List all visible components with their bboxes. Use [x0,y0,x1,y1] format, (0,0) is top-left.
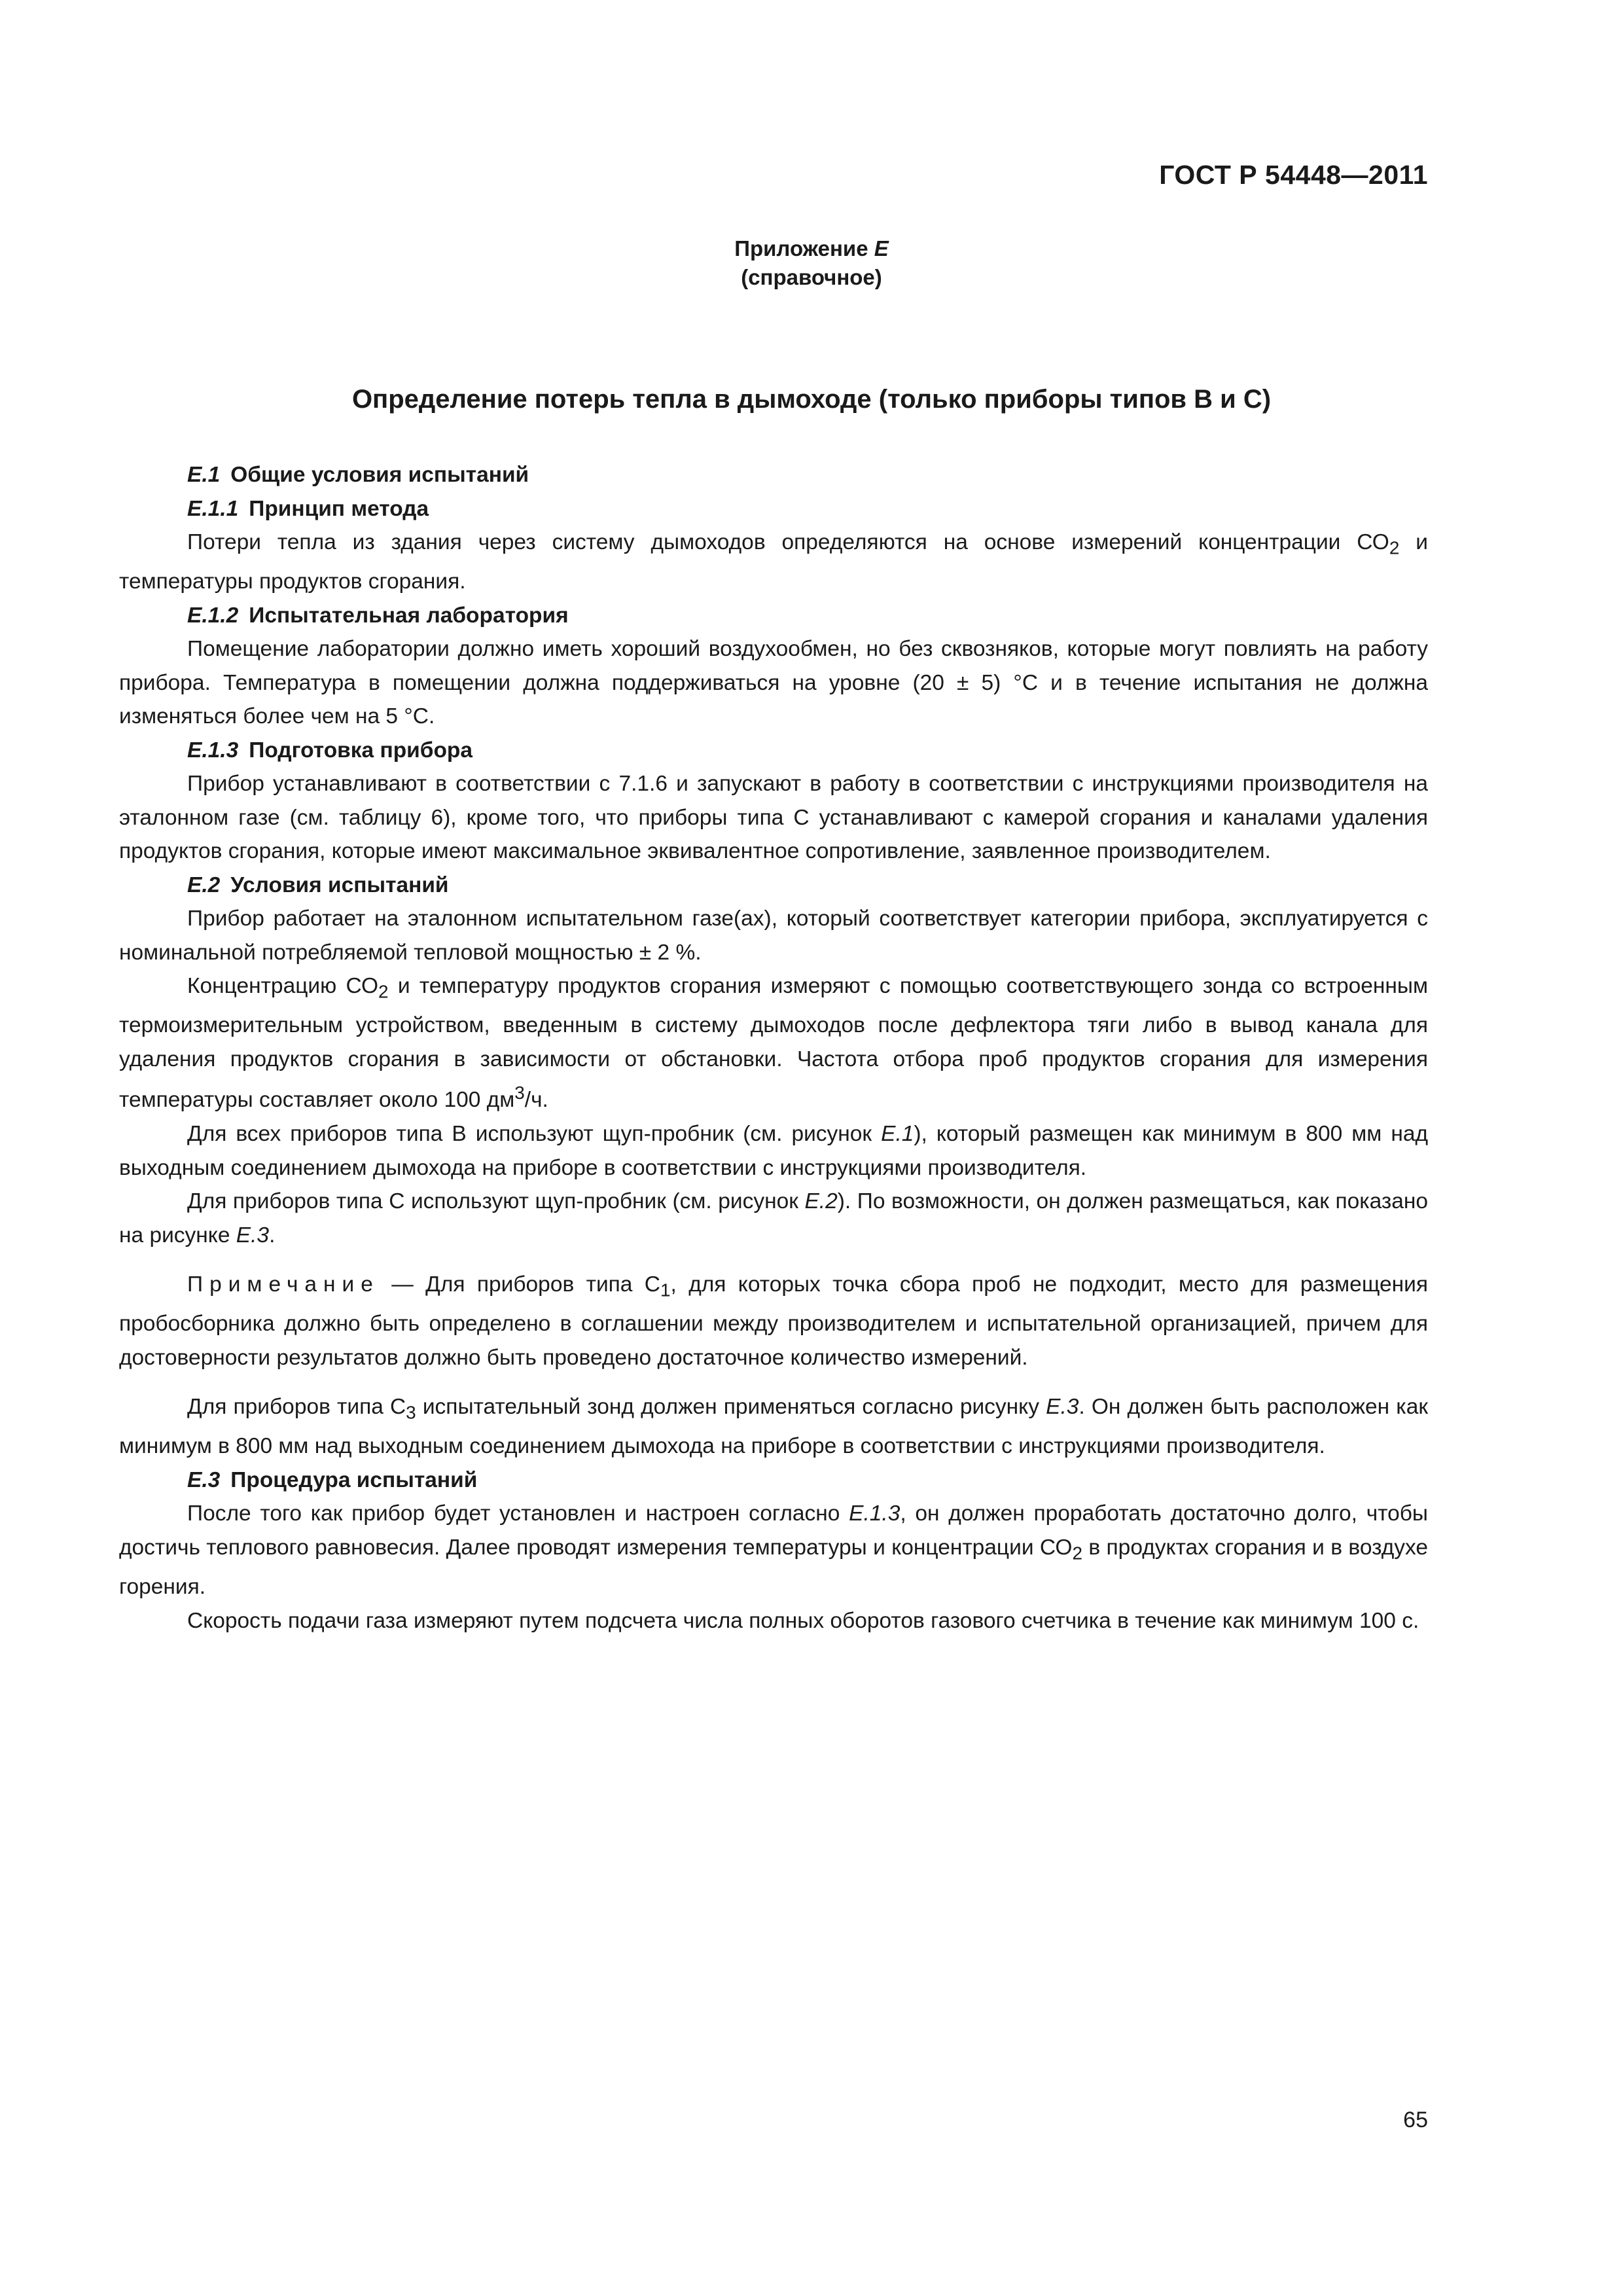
paragraph-type-c-probe: Для приборов типа С используют щуп-пробник (см. рисунок Е.2). По возможности, он должен размещаться, как показано на рисунке Е.3. [119,1189,1428,1247]
section-heading-e12 [187,599,1428,633]
appendix-letter: Е [874,236,889,260]
section-title: Процедура испытаний [230,1467,478,1492]
section-title: Принцип метода [249,496,429,521]
section-heading-e3 [187,1463,1428,1498]
paragraph-gas-rate: Скорость подачи газа измеряют путем подсчета числа полных оборотов газового счетчика в течение как минимум 100 с. [187,1608,1419,1633]
note-label: Примечание [187,1272,380,1297]
appendix-prefix: Приложение [734,236,874,260]
section-title: Общие условия испытаний [230,463,529,487]
page-number: 65 [1403,2108,1428,2132]
paragraph-co2-measurement: Концентрацию $СО_2$ и температуру продуктов сгорания измеряют с помощью соответствующего зонда со встроенным термоизмерительным устройством, введенным в систему дымоходов после дефлектора тяги либо в вывод канала для удаления продуктов сгорания в зависимости от обстановки. Частота отбора проб продуктов сгорания для измерения температуры составляет около 100 $дм^3/ч$. [119,974,1428,1113]
appendix-title: Определение потерь тепла в дымоходе (только приборы типов В и С) [351,385,1272,414]
section-title: Испытательная лаборатория [249,603,569,628]
paragraph-preparation: Прибор устанавливают в соответствии с 7.1.6 и запускают в работу в соответствии с инструкциями производителя на эталонном газе (см. таблицу 6), кроме того, что приборы типа С устанавливают с камерой сгорания и каналами удаления продуктов сгорания, которые имеют максимальное эквивалентное сопротивление, заявленное производителем. [119,772,1428,864]
section-title: Условия испытаний [230,872,449,897]
section-number: Е.1.2 [187,603,239,628]
note-paragraph: Примечание — Для приборов типа $С_1$, для которых точка сбора проб не подходит, место для размещения пробосборника должно быть определено в соглашении между производителем и испытательной организацией, причем для достоверности результатов должно быть проведено достаточное количество измерений. [119,1272,1428,1370]
appendix-type: (справочное) [741,265,882,289]
section-heading-e1 [187,458,1428,492]
document-body [119,458,1428,1638]
section-number: Е.1 [187,463,221,487]
paragraph-procedure: После того как прибор будет установлен и настроен согласно Е.1.3, он должен проработать достаточно долго, чтобы достичь теплового равновесия. Далее проводят измерения температуры и концентрации $СО_2$ в продуктах сгорания и в воздухе горения. [119,1501,1429,1600]
section-number: Е.1.3 [187,738,239,762]
section-heading-e13 [187,734,1428,768]
section-number: Е.1.1 [187,496,239,521]
section-number: Е.2 [187,872,221,897]
section-number: Е.3 [187,1467,221,1492]
section-title: Подготовка прибора [249,738,473,762]
section-heading-e2 [187,869,1428,903]
paragraph-type-b-probe: Для всех приборов типа В используют щуп-пробник (см. рисунок Е.1), который размещен как минимум в 800 мм над выходным соединением дымохода на приборе в соответствии с инструкциями производителя. [119,1122,1428,1180]
paragraph-type-c3: Для приборов типа $С_3$ испытательный зонд должен применяться согласно рисунку Е.3. Он должен быть расположен как минимум в 800 мм над выходным соединением дымохода на приборе в соответствии с инструкциями производителя. [119,1395,1428,1459]
paragraph-test-gas: Прибор работает на эталонном испытательном газе(ах), который соответствует категории прибора, эксплуатируется с номинальной потребляемой тепловой мощностью ± 2 %. [119,906,1428,965]
appendix-label [0,234,1623,263]
appendix-heading [0,234,1623,292]
document-code: ГОСТ Р 54448—2011 [1159,160,1428,190]
paragraph-principle: Потери тепла из здания через систему дымоходов определяются на основе измерений концентрации $СО_2$ и температуры продуктов сгорания. [119,530,1428,594]
section-heading-e11 [187,492,1428,526]
paragraph-laboratory: Помещение лаборатории должно иметь хороший воздухообмен, но без сквозняков, которые могут повлиять на работу прибора. Температура в помещении должна поддерживаться на уровне (20 ± 5) °С и в течение испытания не должна изменяться более чем на 5 °С. [119,637,1428,729]
